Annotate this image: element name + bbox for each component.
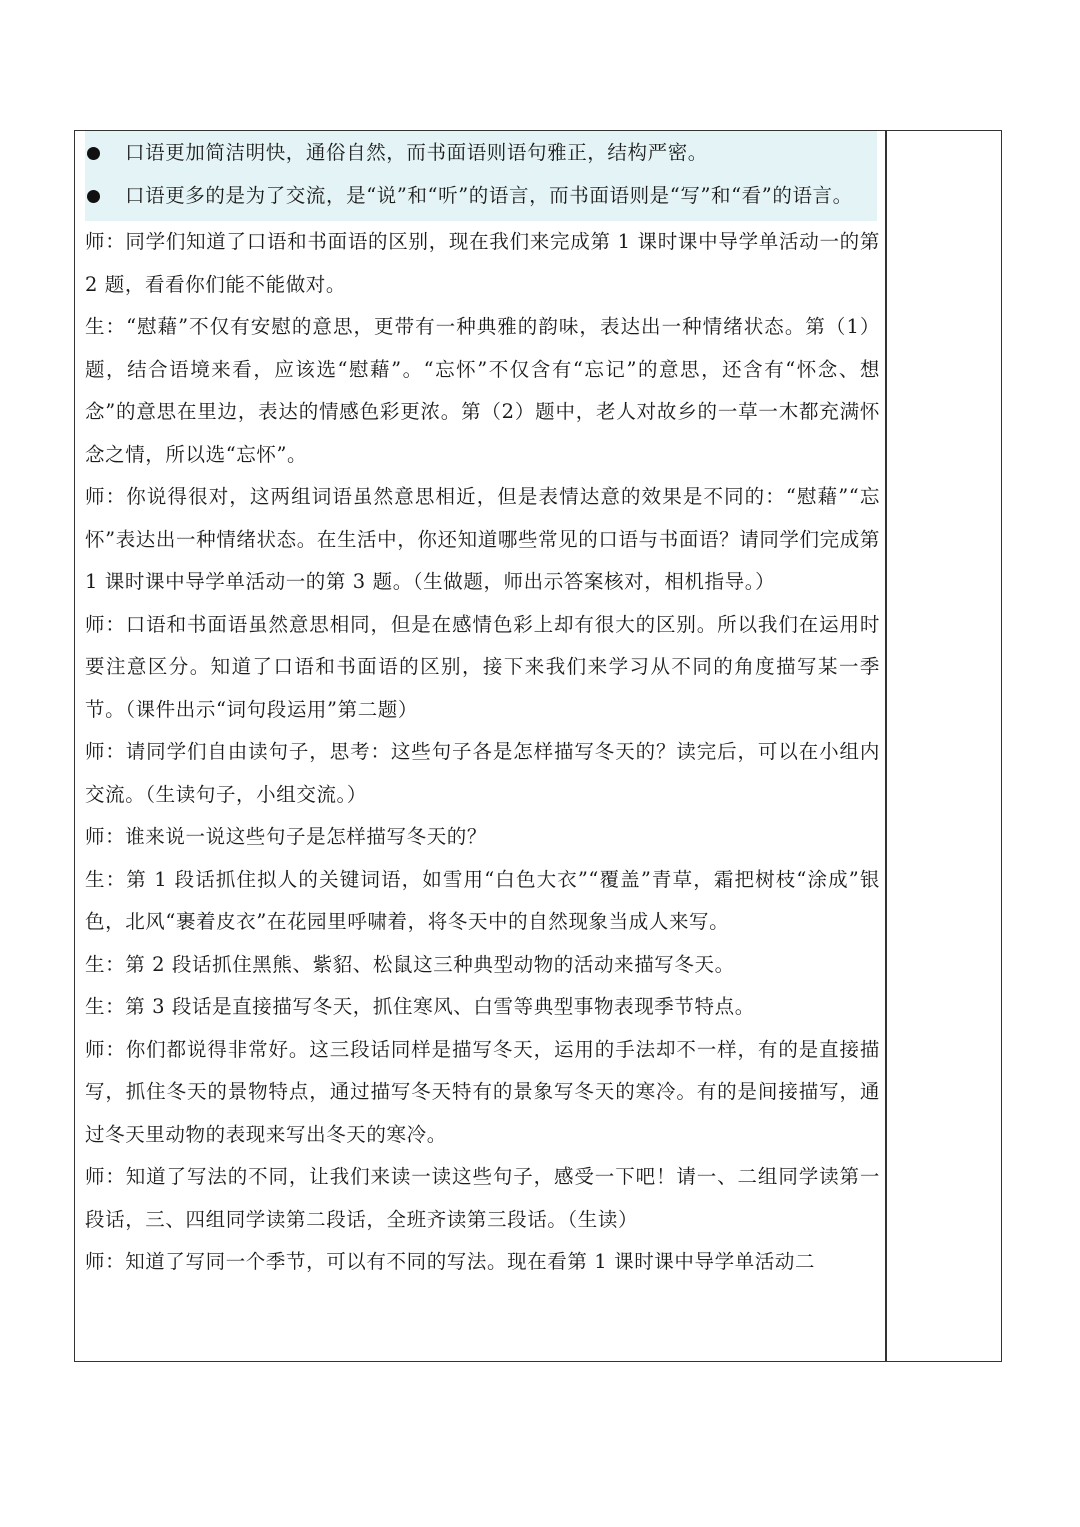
dialogue-paragraph: 师：口语和书面语虽然意思相同，但是在感情色彩上却有很大的区别。所以我们在运用时要注意区分。知道了口语和书面语的区别，接下来我们来学习从不同的角度描写某一季节。（课件出示“词句段运用”第二题） xyxy=(85,612,880,721)
dialogue-paragraph: 师：知道了写法的不同，让我们来读一读这些句子，感受一下吧！请一、二组同学读第一段话，三、四组同学读第二段话，全班齐读第三段话。（生读） xyxy=(85,1165,880,1231)
dialogue-paragraph: 师：知道了写同一个季节，可以有不同的写法。现在看第 1 课时课中导学单活动二 xyxy=(85,1250,816,1273)
dialogue-paragraph: 生：“慰藉”不仅有安慰的意思，更带有一种典雅的韵味，表达出一种情绪状态。第（1）题，结合语境来看，应该选“慰藉”。“忘怀”不仅含有“忘记”的意思，还含有“怀念、想念”的意思在里边，表达的情感色彩更浓。第（2）题中，老人对故乡的一草一木都充满怀念之情，所以选“忘怀”。 xyxy=(85,315,880,466)
dialogue-paragraph: 师：你们都说得非常好。这三段话同样是描写冬天，运用的手法却不一样，有的是直接描写，抓住冬天的景物特点，通过描写冬天特有的景象写冬天的寒冷。有的是间接描写，通过冬天里动物的表现来写出冬天的寒冷。 xyxy=(85,1037,880,1146)
dialogue-paragraph: 师：谁来说一说这些句子是怎样描写冬天的？ xyxy=(85,825,488,848)
dialogue-paragraph: 师：请同学们自由读句子，思考：这些句子各是怎样描写冬天的？读完后，可以在小组内交流。（生读句子，小组交流。） xyxy=(85,740,880,806)
bullet-item xyxy=(85,175,877,218)
dialogue-paragraph: 生：第 2 段话抓住黑熊、紫貂、松鼠这三种典型动物的活动来描写冬天。 xyxy=(85,952,735,976)
column-divider xyxy=(885,131,887,1361)
bullet-item xyxy=(85,132,877,175)
main-cell xyxy=(85,131,880,1284)
dialogue-paragraph: 生：第 3 段话是直接描写冬天，抓住寒风、白雪等典型事物表现季节特点。 xyxy=(85,995,755,1018)
dialogue-paragraph: 生：第 1 段话抓住拟人的关键词语，如雪用“白色大衣”“覆盖”青草，霜把树枝“涂成”银色，北风“裹着皮衣”在花园里呼啸着，将冬天中的自然现象当成人来写。 xyxy=(85,867,880,933)
dialogue-paragraph: 师：你说得很对，这两组词语虽然意思相近，但是表情达意的效果是不同的：“慰藉”“忘怀”表达出一种情绪状态。在生活中，你还知道哪些常见的口语与书面语？请同学们完成第 1 课时课中导学单活动一的第 3 题。（生做题，师出示答案核对，相机指导。） xyxy=(85,485,880,593)
key-points-box xyxy=(85,131,877,221)
lesson-table xyxy=(74,130,1002,1362)
bullet-text: 口语更加简洁明快，通俗自然，而书面语则语句雅正，结构严密。 xyxy=(125,141,708,164)
bullet-dot-icon xyxy=(87,190,100,203)
bullet-text: 口语更多的是为了交流，是“说”和“听”的语言，而书面语则是“写”和“看”的语言。 xyxy=(125,183,853,207)
dialogue-paragraph: 师：同学们知道了口语和书面语的区别，现在我们来完成第 1 课时课中导学单活动一的第 2 题，看看你们能不能做对。 xyxy=(85,230,880,296)
bullet-dot-icon xyxy=(87,147,100,160)
